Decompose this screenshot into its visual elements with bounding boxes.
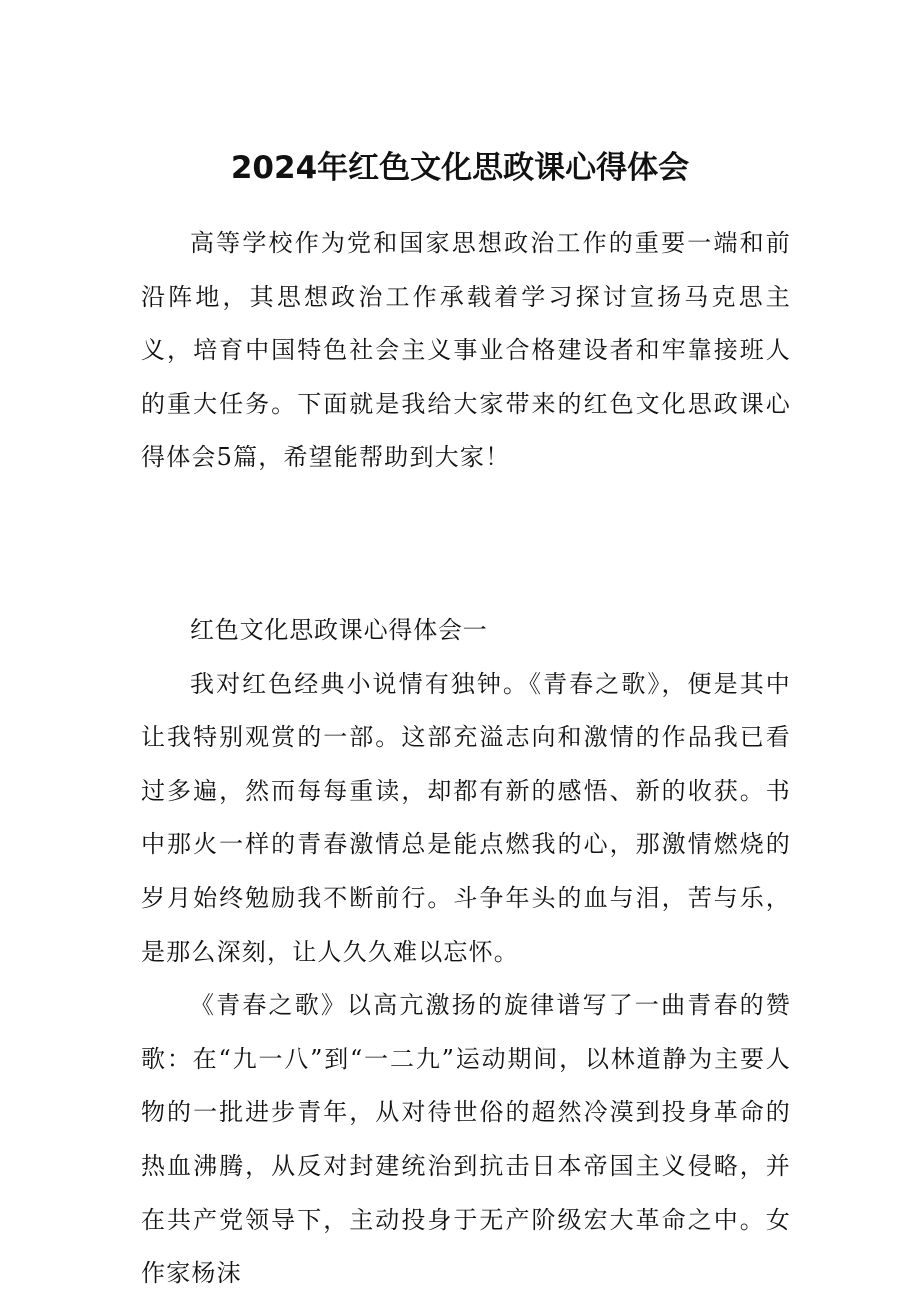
intro-block: [141, 217, 791, 485]
body-paragraph-2: 《青春之歌》以高亢激扬的旋律谱写了一曲青春的赞歌：在“九一八”到“一二九”运动期间，以林道静为主要人物的一批进步青年，从对待世俗的超然冷漠到投身革命的热血沸腾，从反对封建统治到抗击日本帝国主义侵略，并在共产党领导下，主动投身于无产阶级宏大革命之中。女作家杨沫: [141, 991, 791, 1288]
body-paragraph-1: 我对红色经典小说情有独钟。《青春之歌》，便是其中让我特别观赏的一部。这部充溢志向和激情的作品我已看过多遍，然而每每重读，却都有新的感悟、新的收获。书中那火一样的青春激情总是能点燃我的心，那激情燃烧的岁月始终勉励我不断前行。斗争年头的血与泪，苦与乐，是那么深刻，让人久久难以忘怀。: [141, 669, 791, 966]
document-title: 2024年红色文化思政课心得体会: [230, 150, 690, 186]
intro-paragraph: 高等学校作为党和国家思想政治工作的重要一端和前沿阵地，其思想政治工作承载着学习探讨宣扬马克思主义，培育中国特色社会主义事业合格建设者和牢靠接班人的重大任务。下面就是我给大家带来的红色文化思政课心得体会5篇，希望能帮助到大家！: [141, 229, 791, 472]
section-heading: 红色文化思政课心得体会一: [190, 616, 488, 644]
section-block: [141, 604, 791, 1301]
